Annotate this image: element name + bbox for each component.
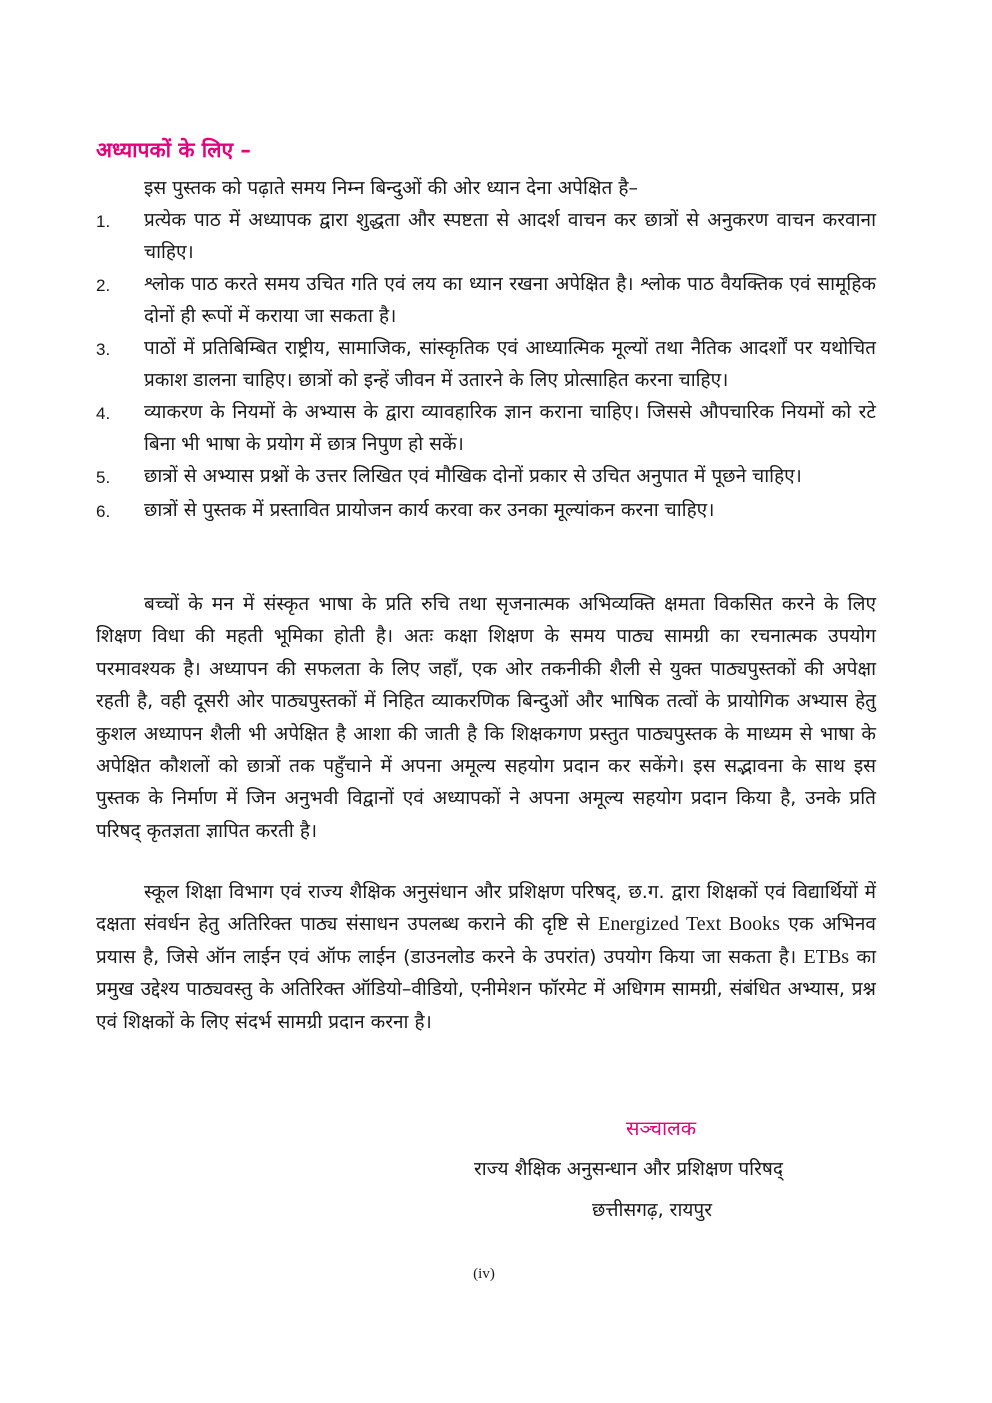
item-text: प्रत्येक पाठ में अध्यापक द्वारा शुद्धता और स्पष्टता से आदर्श वाचन कर छात्रों से अनुकरण वाचन करवाना चाहिए। (144, 209, 876, 263)
list-item (96, 494, 876, 528)
list-item (96, 460, 876, 494)
paragraph-2-part-2: एक अभिनव प्रयास है, जिसे ऑन लाईन एवं ऑफ लाईन (डाउनलोड करने के उपरांत) उपयोग किया जा सकता है। (96, 913, 876, 968)
item-text: व्याकरण के नियमों के अभ्यास के द्वारा व्यावहारिक ज्ञान कराना चाहिए। जिससे औपचारिक नियमों को रटे बिना भी भाषा के प्रयोग में छात्र निपुण हो सकें। (144, 401, 876, 455)
item-number: 4. (96, 404, 111, 423)
section-heading: अध्यापकों के लिए – (96, 138, 251, 162)
item-text: छात्रों से पुस्तक में प्रस्तावित प्रायोजन कार्य करवा कर उनका मूल्यांकन करना चाहिए। (144, 499, 715, 521)
body-paragraph-1: बच्चों के मन में संस्कृत भाषा के प्रति रुचि तथा सृजनात्मक अभिव्यक्ति क्षमता विकसित करने के लिए शिक्षण विधा की महती भूमिका होती है। अतः कक्षा शिक्षण के समय पाठ्य सामग्री का रचनात्मक उपयोग परमावश्यक है। अध्यापन की सफलता के लिए जहाँ, एक ओर तकनीकी शैली से युक्त पाठ्यपुस्तकों की अपेक्षा रहती है, वही दूसरी ओर पाठ्यपुस्तकों में निहित व्याकरणिक बिन्दुओं और भाषिक तत्वों के प्रायोगिक अभ्यास हेतु कुशल अध्यापन शैली भी अपेक्षित है आशा की जाती है कि शिक्षकगण प्रस्तुत पाठ्यपुस्तक के माध्यम से भाषा के अपेक्षित कौशलों को छात्रों तक पहुँचाने में अपना अमूल्य सहयोग प्रदान कर सकेंगे। इस सद्भावना के साथ इस पुस्तक के निर्माण में जिन अनुभवी विद्वानों एवं अध्यापकों ने अपना अमूल्य सहयोग प्रदान किया है, उनके प्रति परिषद् कृतज्ञता ज्ञापित करती है। (96, 593, 876, 842)
list-item (96, 332, 876, 396)
signature-place: छत्तीसगढ़, रायपुर (592, 1199, 712, 1221)
paragraph-2-part-3: का प्रमुख उद्देश्य पाठ्यवस्तु के अतिरिक्त ऑडियो–वीडियो, एनीमेशन फॉरमेट में अधिगम सामग्री, संबंधित अभ्यास, प्रश्न एवं शिक्षकों के लिए संदर्भ सामग्री प्रदान करना है। (96, 945, 876, 1033)
item-text: छात्रों से अभ्यास प्रश्नों के उत्तर लिखित एवं मौखिक दोनों प्रकार से उचित अनुपात में पूछने चाहिए। (144, 465, 802, 487)
item-number: 6. (96, 502, 111, 521)
item-number: 5. (96, 468, 111, 487)
list-item (96, 204, 876, 268)
intro-text: इस पुस्तक को पढ़ाते समय निम्न बिन्दुओं की ओर ध्यान देना अपेक्षित है– (144, 177, 638, 199)
page-number: (iv) (473, 1266, 495, 1282)
item-text: पाठों में प्रतिबिम्बित राष्ट्रीय, सामाजिक, सांस्कृतिक एवं आध्यात्मिक मूल्यों तथा नैतिक आदर्शों पर यथोचित प्रकाश डालना चाहिए। छात्रों को इन्हें जीवन में उतारने के लिए प्रोत्साहित करना चाहिए। (144, 337, 876, 391)
body-paragraph-2 (96, 876, 876, 1038)
etb-abbreviation: ETBs (803, 945, 850, 968)
signature-organization: राज्य शैक्षिक अनुसन्धान और प्रशिक्षण परिषद् (474, 1158, 783, 1180)
item-text: श्लोक पाठ करते समय उचित गति एवं लय का ध्यान रखना अपेक्षित है। श्लोक पाठ वैयक्तिक एवं सामूहिक दोनों ही रूपों में कराया जा सकता है। (144, 273, 876, 327)
etb-full-name: Energized Text Books (598, 913, 780, 936)
item-number: 1. (96, 212, 111, 231)
item-number: 3. (96, 340, 111, 359)
paragraph-2-part-1: स्कूल शिक्षा विभाग एवं राज्य शैक्षिक अनुसंधान और प्रशिक्षण परिषद्, छ.ग. द्वारा शिक्षकों एवं विद्यार्थियों में दक्षता संवर्धन हेतु अतिरिक्त पाठ्य संसाधन उपलब्ध कराने की दृष्टि से (96, 881, 876, 936)
list-item (96, 396, 876, 460)
instruction-list (96, 204, 876, 528)
item-number: 2. (96, 276, 111, 295)
list-item (96, 268, 876, 332)
signature-title: सञ्चालक (626, 1116, 697, 1140)
